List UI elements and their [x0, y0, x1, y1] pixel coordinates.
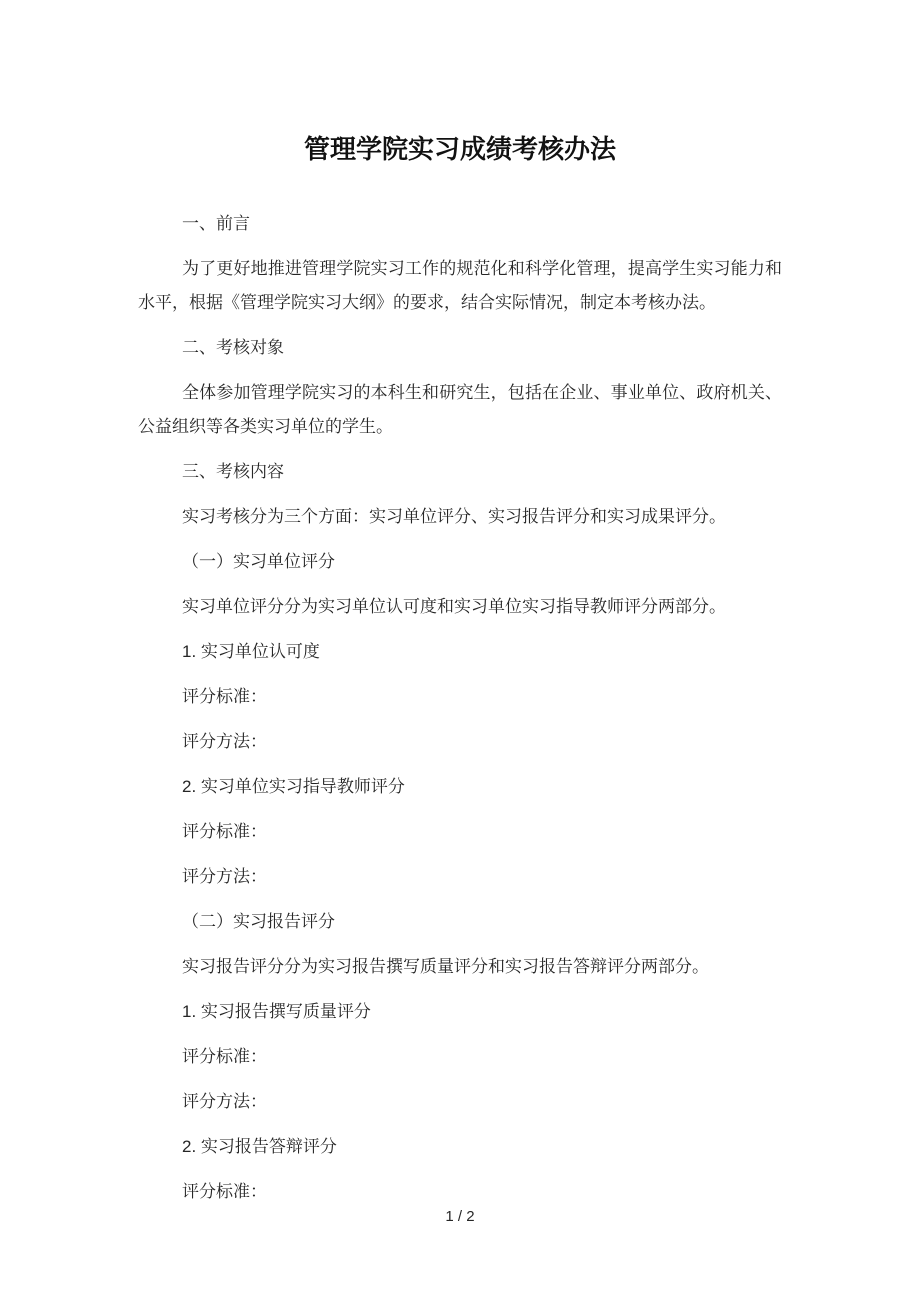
- paragraph-foreword-body: 为了更好地推进管理学院实习工作的规范化和科学化管理，提高学生实习能力和水平，根据《管理学院实习大纲》的要求，结合实际情况，制定本考核办法。: [138, 259, 782, 312]
- score-method-label: 评分方法：: [182, 732, 267, 751]
- score-criteria-label: 评分标准：: [182, 1047, 267, 1066]
- numbered-item-report-writing-score: 1. 实习报告撰写质量评分: [182, 1002, 371, 1021]
- paragraph-report-score-body: 实习报告评分分为实习报告撰写质量评分和实习报告答辩评分两部分。: [182, 957, 709, 976]
- numbered-item-unit-recognition: 1. 实习单位认可度: [182, 642, 320, 661]
- score-method-label: 评分方法：: [182, 1092, 267, 1111]
- score-criteria-label: 评分标准：: [182, 687, 267, 706]
- section-heading-assessment-content: 三、考核内容: [182, 462, 284, 481]
- score-method-label: 评分方法：: [182, 867, 267, 886]
- paragraph-unit-score-body: 实习单位评分分为实习单位认可度和实习单位实习指导教师评分两部分。: [182, 597, 726, 616]
- subsection-heading-unit-score: （一）实习单位评分: [182, 552, 335, 571]
- numbered-item-report-defense-score: 2. 实习报告答辩评分: [182, 1137, 337, 1156]
- subsection-heading-report-score: （二）实习报告评分: [182, 912, 335, 931]
- section-heading-assessment-target: 二、考核对象: [182, 338, 284, 357]
- paragraph-assessment-target-body: 全体参加管理学院实习的本科生和研究生，包括在企业、事业单位、政府机关、公益组织等各类实习单位的学生。: [138, 383, 782, 436]
- numbered-item-unit-mentor-score: 2. 实习单位实习指导教师评分: [182, 777, 405, 796]
- paragraph-assessment-content-body: 实习考核分为三个方面：实习单位评分、实习报告评分和实习成果评分。: [182, 507, 726, 526]
- score-criteria-label: 评分标准：: [182, 822, 267, 841]
- page-number-indicator: 1 / 2: [445, 1208, 475, 1225]
- section-heading-foreword: 一、前言: [182, 214, 250, 233]
- score-criteria-label: 评分标准：: [182, 1182, 267, 1201]
- document-title: 管理学院实习成绩考核办法: [303, 134, 616, 164]
